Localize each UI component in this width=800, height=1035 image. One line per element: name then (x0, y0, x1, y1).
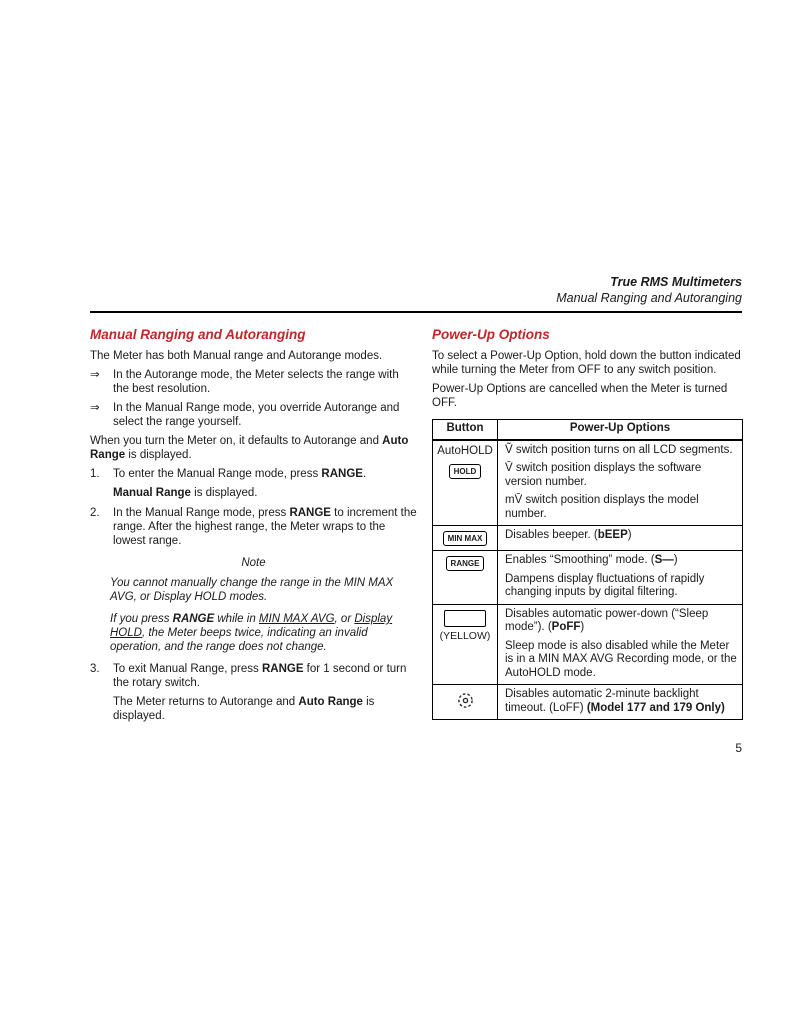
autohold-label: AutoHOLD (437, 444, 493, 457)
table-row (433, 526, 743, 551)
step-number: 1. (90, 468, 100, 480)
text-run: ) (580, 621, 585, 633)
text-run: S— (654, 554, 674, 566)
list-item-text (113, 368, 417, 396)
button-cell (433, 685, 498, 720)
header-title: True RMS Multimeters (610, 275, 742, 289)
text-run: Disables beeper. ( (505, 529, 598, 541)
section-title-manual-ranging: Manual Ranging and Autoranging (90, 327, 306, 342)
text-run: Dampens display fluctuations of rapidly changing inputs by digital filtering. (505, 572, 705, 598)
text-run: The Meter returns to Autorange and (113, 696, 299, 708)
options-cell (498, 551, 743, 605)
text-run: When you turn the Meter on, it defaults to Autorange and (90, 435, 383, 447)
option-paragraph (505, 640, 737, 681)
double-arrow-icon: ⇒ (90, 402, 100, 414)
text-run: The Meter has both Manual range and Autorange modes. (90, 350, 383, 362)
table-row (433, 440, 743, 526)
text-run: To select a Power-Up Option, hold down the button indicated while turning the Meter from OFF to any switch position. (432, 350, 741, 376)
column-header-button: Button (433, 420, 498, 440)
table-header-row (433, 420, 743, 440)
text-run: PoFF (551, 621, 581, 633)
table-row (433, 551, 743, 605)
options-cell (498, 685, 743, 720)
bullet-item (90, 401, 417, 429)
text-run: Enables “Smoothing” mode. ( (505, 554, 655, 566)
numbered-step (90, 662, 417, 690)
paragraph (90, 434, 417, 462)
min-max-button-icon: MIN MAX (443, 531, 488, 546)
text-run: V̄ switch position displays the software version number. (505, 462, 702, 488)
text-run: bEEP (597, 529, 628, 541)
text-run: Ṽ switch position turns on all LCD segments. (505, 443, 733, 456)
sub-paragraph (113, 486, 417, 500)
text-run: ) (673, 554, 678, 566)
text-run: Power-Up Options are cancelled when the Meter is turned OFF. (432, 383, 728, 409)
header-subtitle: Manual Ranging and Autoranging (556, 291, 742, 305)
page-number: 5 (735, 741, 742, 755)
text-run: is displayed. (125, 449, 192, 461)
option-paragraph (505, 462, 737, 489)
text-run: Auto Range (298, 696, 363, 708)
table-row (433, 685, 743, 720)
column-header-power-up-options: Power-Up Options (498, 420, 743, 440)
text-run: If you press (110, 613, 173, 625)
options-cell (498, 604, 743, 685)
list-item-text (113, 467, 417, 481)
button-cell (433, 526, 498, 551)
text-run: Auto Range (90, 435, 409, 461)
text-run: mV̄ switch position displays the model number. (505, 494, 699, 520)
option-paragraph (505, 529, 737, 543)
note-paragraph (110, 612, 402, 654)
text-run: In the Manual Range mode, you override Autorange and select the range yourself. (113, 402, 400, 428)
text-run: RANGE (261, 663, 304, 675)
running-header (90, 274, 742, 306)
text-run: In the Manual Range mode, press (113, 507, 290, 519)
text-run: Display HOLD (110, 613, 393, 639)
bullet-item (90, 368, 417, 396)
yellow-button-icon (444, 610, 486, 627)
text-run: , or (334, 613, 355, 625)
text-run: (Model 177 and 179 Only) (586, 701, 725, 714)
text-run: In the Autorange mode, the Meter selects the range with the best resolution. (113, 369, 399, 395)
yellow-button-label: (YELLOW) (439, 629, 491, 642)
double-arrow-icon: ⇒ (90, 369, 100, 381)
power-up-options-table (432, 419, 743, 720)
paragraph (90, 349, 417, 363)
option-paragraph (505, 554, 737, 568)
text-run: To exit Manual Range, press (113, 663, 262, 675)
text-run: Sleep mode is also disabled while the Meter is in a MIN MAX AVG Recording mode, or the AutoHOLD mode. (505, 639, 737, 679)
text-run: RANGE (289, 507, 331, 519)
text-run: , the Meter beeps twice, indicating an invalid operation, and the range does not change. (110, 627, 368, 653)
text-run: You cannot manually change the range in the MIN MAX AVG, or Display HOLD modes. (110, 577, 394, 603)
button-cell (433, 551, 498, 605)
option-paragraph (505, 688, 737, 715)
list-item-text (113, 662, 417, 690)
table-row (433, 604, 743, 685)
text-run: Manual Range (113, 487, 191, 499)
paragraph (432, 382, 743, 410)
header-rule (90, 311, 742, 313)
text-run: MIN MAX AVG (258, 613, 335, 625)
numbered-step (90, 467, 417, 481)
text-run: is displayed. (190, 487, 258, 499)
text-run: Disables automatic power-down (“Sleep mode”). ( (505, 607, 709, 633)
text-run: RANGE (172, 613, 215, 625)
text-run: Disables automatic 2-minute backlight timeout. (LoFF) (505, 688, 699, 714)
text-run: for 1 second or turn the rotary switch. (113, 663, 407, 689)
left-column (90, 327, 417, 729)
left-column-content (90, 349, 417, 723)
hold-button-icon: HOLD (449, 464, 482, 479)
button-cell (433, 440, 498, 526)
button-cell (433, 604, 498, 685)
step-number: 2. (90, 507, 100, 519)
options-cell (498, 440, 743, 526)
right-column (432, 327, 743, 720)
text-run: while in (214, 613, 259, 625)
text-run: Note (241, 557, 266, 569)
list-item-text (113, 506, 417, 548)
sub-paragraph (113, 695, 417, 723)
section-title-power-up-options: Power-Up Options (432, 327, 550, 342)
powerup-table-body (433, 440, 743, 720)
note-paragraph (110, 576, 402, 604)
text-run: is displayed. (113, 696, 375, 722)
option-paragraph (505, 494, 737, 521)
text-run: ) (627, 529, 632, 541)
range-button-icon: RANGE (446, 556, 485, 571)
text-run: to increment the range. After the highest range, the Meter wraps to the lowest range. (113, 507, 417, 547)
paragraph (432, 349, 743, 377)
backlight-icon (435, 690, 495, 714)
note-title (90, 556, 417, 570)
option-paragraph (505, 608, 737, 635)
right-column-intro (432, 349, 743, 410)
text-run: RANGE (321, 468, 363, 480)
numbered-step (90, 506, 417, 548)
text-run: . (362, 468, 367, 480)
text-run: To enter the Manual Range mode, press (113, 468, 322, 480)
option-paragraph (505, 573, 737, 600)
step-number: 3. (90, 663, 100, 675)
list-item-text (113, 401, 417, 429)
options-cell (498, 526, 743, 551)
option-paragraph (505, 444, 737, 458)
